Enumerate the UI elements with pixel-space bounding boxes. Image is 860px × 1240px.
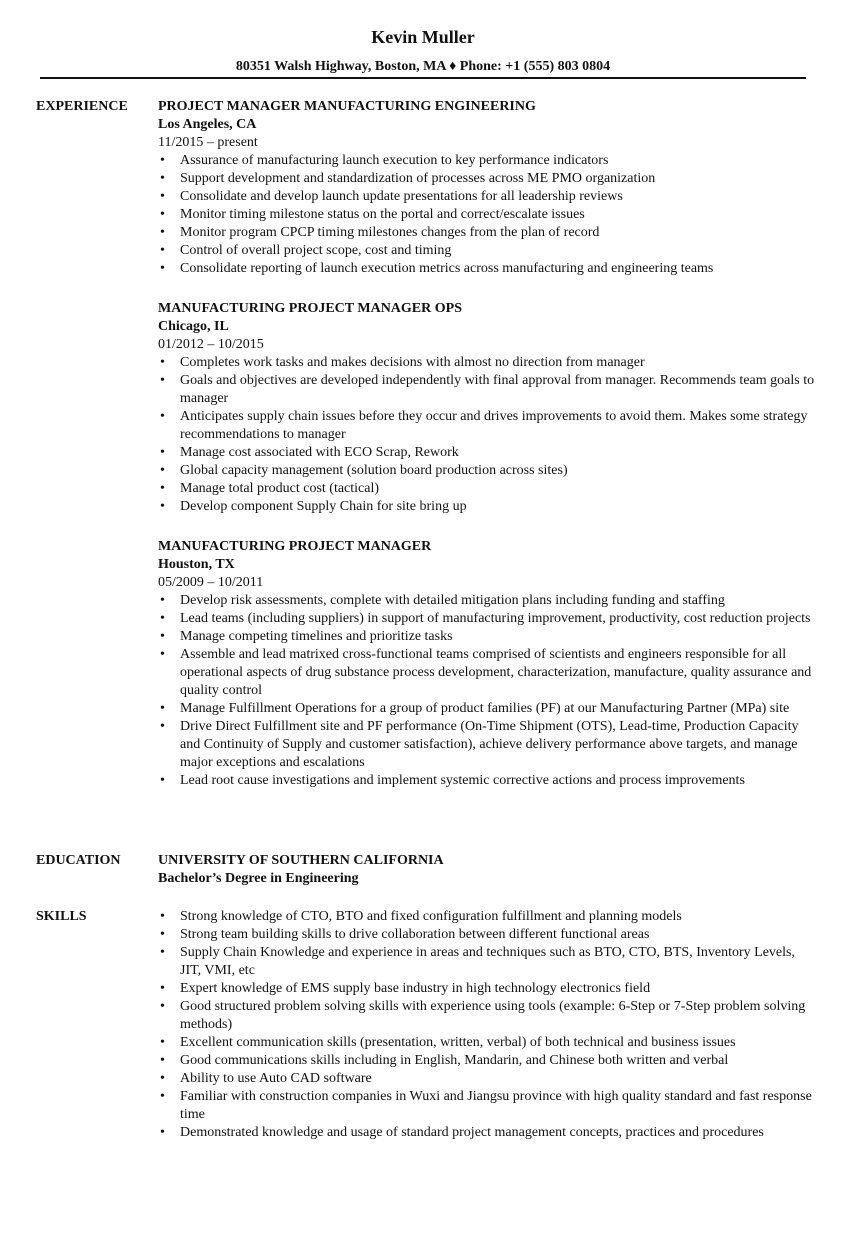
job-location: Chicago, IL [158, 319, 229, 334]
list-item: • Assurance of manufacturing launch execution to key performance indicators [158, 152, 818, 170]
list-item: • Develop risk assessments, complete with detailed mitigation plans including funding and staffing [158, 592, 818, 610]
list-item: • Goals and objectives are developed independently with final approval from manager. Recommends team goals to manager [158, 372, 818, 408]
list-item: • Consolidate reporting of launch execution metrics across manufacturing and engineering teams [158, 260, 818, 278]
job-title: MANUFACTURING PROJECT MANAGER [158, 539, 432, 554]
list-item: • Manage competing timelines and prioritize tasks [158, 628, 818, 646]
list-item: • Manage total product cost (tactical) [158, 480, 818, 498]
list-item: • Manage Fulfillment Operations for a group of product families (PF) at our Manufacturing Partner (MPa) site [158, 700, 818, 718]
list-item: • Completes work tasks and makes decisions with almost no direction from manager [158, 354, 818, 372]
job-dates: 05/2009 – 10/2011 [158, 575, 264, 590]
list-item: • Demonstrated knowledge and usage of standard project management concepts, practices and procedures [158, 1124, 818, 1142]
job-title: PROJECT MANAGER MANUFACTURING ENGINEERING [158, 99, 536, 114]
list-item: • Expert knowledge of EMS supply base industry in high technology electronics field [158, 980, 818, 998]
list-item: • Monitor program CPCP timing milestones changes from the plan of record [158, 224, 818, 242]
list-item: • Lead teams (including suppliers) in support of manufacturing improvement, productivity, cost reduction projects [158, 610, 818, 628]
job-bullet-list [158, 592, 818, 790]
skills-entry [158, 908, 818, 1142]
job-title: MANUFACTURING PROJECT MANAGER OPS [158, 301, 462, 316]
job-entry [158, 98, 818, 278]
list-item: • Excellent communication skills (presentation, written, verbal) of both technical and business issues [158, 1034, 818, 1052]
list-item: • Monitor timing milestone status on the portal and correct/escalate issues [158, 206, 818, 224]
job-dates: 01/2012 – 10/2015 [158, 337, 264, 352]
resume-name: Kevin Muller [371, 27, 475, 47]
school-name: UNIVERSITY OF SOUTHERN CALIFORNIA [158, 853, 444, 868]
job-dates: 11/2015 – present [158, 135, 258, 150]
list-item: • Assemble and lead matrixed cross-functional teams comprised of scientists and engineers responsible for all operational aspects of drug substance process development, characterization, manufacture, quality assurance and quality control [158, 646, 818, 700]
list-item: • Good structured problem solving skills with experience using tools (example: 6-Step or 7-Step problem solving methods) [158, 998, 818, 1034]
list-item: • Manage cost associated with ECO Scrap, Rework [158, 444, 818, 462]
section-label-skills: SKILLS [36, 909, 87, 924]
list-item: • Control of overall project scope, cost and timing [158, 242, 818, 260]
job-location: Los Angeles, CA [158, 117, 257, 132]
header-divider [40, 77, 806, 79]
list-item: • Supply Chain Knowledge and experience in areas and techniques such as BTO, CTO, BTS, Inventory Levels, JIT, VMI, etc [158, 944, 818, 980]
skills-bullet-list [158, 908, 818, 1142]
list-item: • Strong team building skills to drive collaboration between different functional areas [158, 926, 818, 944]
job-bullet-list [158, 152, 818, 278]
section-label-education: EDUCATION [36, 853, 121, 868]
job-entry [158, 538, 818, 790]
list-item: • Lead root cause investigations and implement systemic corrective actions and process improvements [158, 772, 818, 790]
list-item: • Ability to use Auto CAD software [158, 1070, 818, 1088]
list-item: • Drive Direct Fulfillment site and PF performance (On-Time Shipment (OTS), Lead-time, Production Capacity and Continuity of Supply and customer satisfaction), achieve delivery performance above targets, and manage major exceptions and escalations [158, 718, 818, 772]
list-item: • Anticipates supply chain issues before they occur and drives improvements to avoid them. Makes some strategy recommendations to manager [158, 408, 818, 444]
section-label-experience: EXPERIENCE [36, 99, 128, 114]
job-location: Houston, TX [158, 557, 235, 572]
job-bullet-list [158, 354, 818, 516]
list-item: • Develop component Supply Chain for site bring up [158, 498, 818, 516]
list-item: • Support development and standardization of processes across ME PMO organization [158, 170, 818, 188]
contact-line: 80351 Walsh Highway, Boston, MA ♦ Phone: +1 (555) 803 0804 [235, 59, 611, 74]
list-item: • Good communications skills including in English, Mandarin, and Chinese both written and verbal [158, 1052, 818, 1070]
list-item: • Consolidate and develop launch update presentations for all leadership reviews [158, 188, 818, 206]
list-item: • Global capacity management (solution board production across sites) [158, 462, 818, 480]
job-entry [158, 300, 818, 516]
list-item: • Familiar with construction companies in Wuxi and Jiangsu province with high quality standard and fast response time [158, 1088, 818, 1124]
education-entry [158, 852, 818, 888]
list-item: • Strong knowledge of CTO, BTO and fixed configuration fulfillment and planning models [158, 908, 818, 926]
degree: Bachelor’s Degree in Engineering [158, 871, 359, 886]
